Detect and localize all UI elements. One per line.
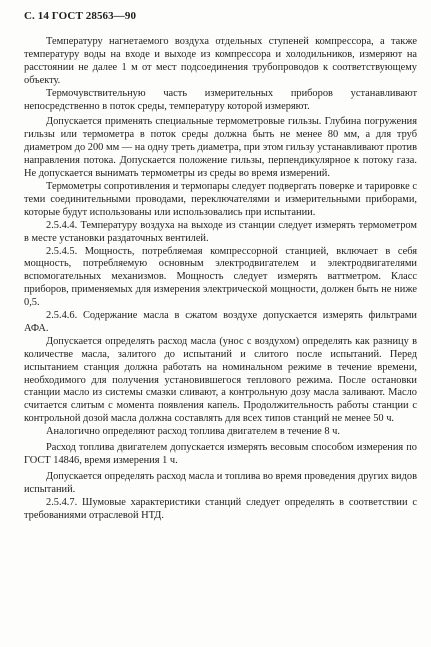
paragraph-sensor-placement: Термочувствительную часть измерительных приборов устанавливают непосредственно в поток среды, температуру которой измеряют. xyxy=(24,87,417,112)
paragraph-thermometer-sleeves: Допускается применять специальные термометровые гильзы. Глубина погружения гильзы или термометра в поток среды должна быть не менее 80 мм, а для труб диаметром до 200 мм — на одну треть диаметра, при этом гильзу устанавливают против направления потока. Допускается положение гильзы, перпендикулярное к потоку газа. Не допускается вынимать термометры из среды во время измерений. xyxy=(24,116,417,180)
paragraph-other-tests: Допускается определять расход масла и топлива во время проведения других видов испытаний. xyxy=(24,470,417,495)
paragraph-2-5-4-6: 2.5.4.6. Содержание масла в сжатом воздухе допускается измерять фильтрами АФА. xyxy=(24,310,417,334)
paragraph-2-5-4-7: 2.5.4.7. Шумовые характеристики станций следует определять в соответствии с требованиями отраслевой НТД. xyxy=(24,496,417,521)
paragraph-oil-consumption: Допускается определять расход масла (унос с воздухом) определять как разницу в количестве масла, залитого до испытаний и слитого после испытаний. Перед испытанием станция должна работать на номинальном режиме в течение времени, необходимого для получения установившегося теплового режима. После остановки станции масло из системы смазки сливают, а контрольную дозу масла заливают. Масло считается слитым с момента появления капель. Продолжительность работы станции с контрольной дозой масла должна составлять для всех типов станций не менее 50 ч. xyxy=(24,335,417,425)
paragraph-2-5-4-4: 2.5.4.4. Температуру воздуха на выходе из станции следует измерять термометром в месте установки раздаточных вентилей. xyxy=(24,219,417,244)
paragraph-fuel-consumption: Аналогично определяют расход топлива двигателем в течение 8 ч. xyxy=(46,426,341,438)
paragraph-fuel-weighing: Расход топлива двигателем допускается измерять весовым способом измерения по ГОСТ 14846, время измерения 1 ч. xyxy=(24,442,417,466)
document-body xyxy=(24,36,417,523)
paragraph-air-temperature: Температуру нагнетаемого воздуха отдельных ступеней компрессора, а также температуру воды на входе и выходе из компрессора и холодильников, измеряют на расстоянии не далее 1 м от мест подсоединения трубопроводов к соответствующему объекту. xyxy=(24,36,417,86)
paragraph-2-5-4-5: 2.5.4.5. Мощность, потребляемая компрессорной станцией, включает в себя мощность, потребляемую основным электродвигателем и электродвигателями вспомогательных механизмов. Мощность следует измерять ваттметром. Класс приборов, применяемых для измерения электрической мощности, должен быть не ниже 0,5. xyxy=(24,245,417,309)
paragraph-calibration: Термометры сопротивления и термопары следует подвергать поверке и тарировке с теми соединительными проводами, переключателями и измерительными приборами, которые будут использованы или использовались при испытании. xyxy=(24,180,417,218)
page-header: С. 14 ГОСТ 28563—90 xyxy=(24,10,137,22)
